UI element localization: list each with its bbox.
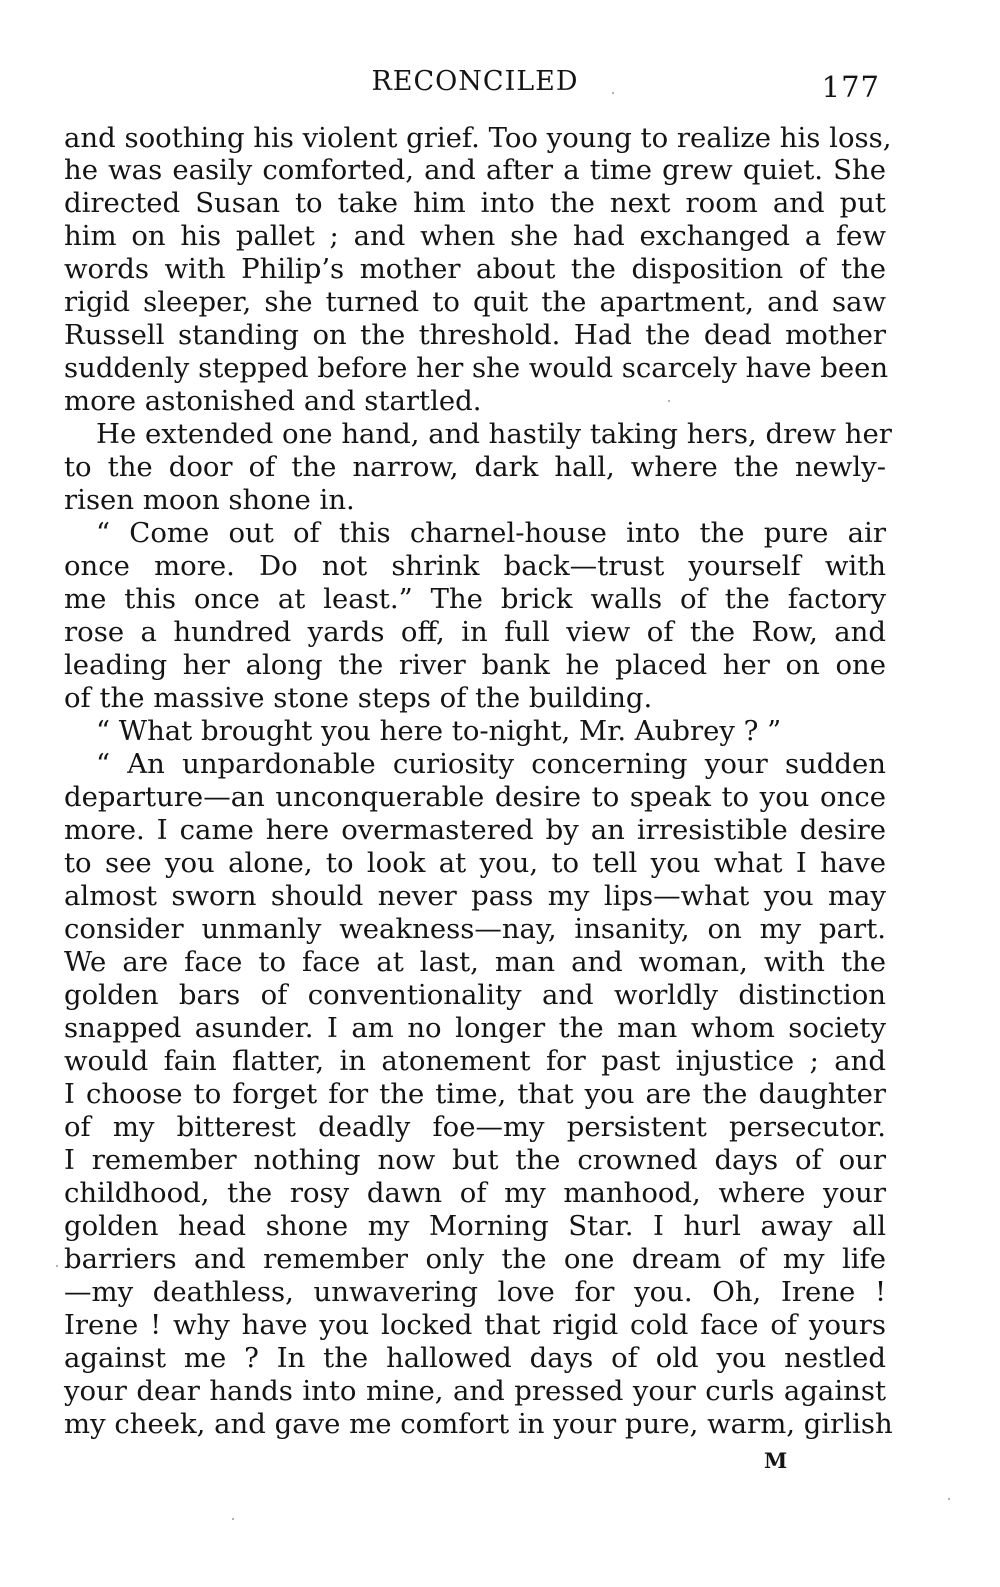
- text-line: and soothing his violent grief. Too young to realize his loss,: [64, 122, 892, 154]
- text-line: to the door of the narrow, dark hall, where the newly-: [64, 451, 886, 483]
- text-line: your dear hands into mine, and pressed your curls against: [64, 1375, 886, 1407]
- text-line: once more. Do not shrink back—trust yourself with: [64, 550, 886, 582]
- text-line: rigid sleeper, she turned to quit the apartment, and saw: [64, 286, 886, 318]
- text-line: me this once at least.” The brick walls of the factory: [64, 583, 886, 615]
- text-line: snapped asunder. I am no longer the man whom society: [64, 1012, 886, 1044]
- page-header: [64, 66, 886, 106]
- text-line: more astonished and startled.: [64, 385, 482, 417]
- signature-mark: M: [764, 1448, 788, 1473]
- text-line: words with Philip’s mother about the disposition of the: [64, 253, 886, 285]
- text-line: leading her along the river bank he placed her on one: [64, 649, 886, 681]
- text-line: Russell standing on the threshold. Had the dead mother: [64, 319, 886, 351]
- text-line: risen moon shone in.: [64, 484, 355, 516]
- paper-speck: [668, 400, 670, 402]
- page-number: 177: [821, 70, 880, 104]
- text-line: to see you alone, to look at you, to tell you what I have: [64, 847, 886, 879]
- text-line: rose a hundred yards off, in full view of the Row, and: [64, 616, 886, 648]
- text-line: suddenly stepped before her she would scarcely have been: [64, 352, 889, 384]
- text-line: directed Susan to take him into the next room and put: [64, 187, 886, 219]
- text-line: We are face to face at last, man and woman, with the: [64, 946, 886, 978]
- text-line: I remember nothing now but the crowned days of our: [64, 1144, 886, 1176]
- text-line: almost sworn should never pass my lips—what you may: [64, 880, 886, 912]
- text-line: “ Come out of this charnel-house into the pure air: [96, 517, 886, 549]
- text-line: —my deathless, unwavering love for you. Oh, Irene !: [64, 1276, 886, 1308]
- text-line: would fain flatter, in atonement for past injustice ; and: [64, 1045, 886, 1077]
- paper-speck: [948, 1498, 950, 1500]
- text-line: “ What brought you here to-night, Mr. Aubrey ? ”: [96, 715, 782, 747]
- text-line: more. I came here overmastered by an irresistible desire: [64, 814, 886, 846]
- paper-speck: [612, 92, 614, 94]
- text-line: he was easily comforted, and after a time grew quiet. She: [64, 154, 886, 186]
- text-line: of the massive stone steps of the building.: [64, 682, 653, 714]
- text-line: golden bars of conventionality and worldly distinction: [64, 979, 886, 1011]
- text-line: him on his pallet ; and when she had exchanged a few: [64, 220, 886, 252]
- text-line: golden head shone my Morning Star. I hurl away all: [64, 1210, 886, 1242]
- text-line: my cheek, and gave me comfort in your pure, warm, girlish: [64, 1408, 893, 1440]
- text-line: Irene ! why have you locked that rigid cold face of yours: [64, 1309, 886, 1341]
- text-line: consider unmanly weakness—nay, insanity, on my part.: [64, 913, 886, 945]
- paper-speck: [232, 1518, 234, 1520]
- text-line: I choose to forget for the time, that you are the daughter: [64, 1078, 886, 1110]
- paper-speck: [56, 1265, 58, 1267]
- text-line: He extended one hand, and hastily taking hers, drew her: [96, 418, 892, 450]
- text-line: childhood, the rosy dawn of my manhood, where your: [64, 1177, 886, 1209]
- text-line: barriers and remember only the one dream of my life: [64, 1243, 886, 1275]
- text-line: of my bitterest deadly foe—my persistent persecutor.: [64, 1111, 886, 1143]
- text-line: against me ? In the hallowed days of old you nestled: [64, 1342, 886, 1374]
- text-line: “ An unpardonable curiosity concerning your sudden: [96, 748, 886, 780]
- running-title: RECONCILED: [371, 66, 579, 97]
- text-line: departure—an unconquerable desire to speak to you once: [64, 781, 886, 813]
